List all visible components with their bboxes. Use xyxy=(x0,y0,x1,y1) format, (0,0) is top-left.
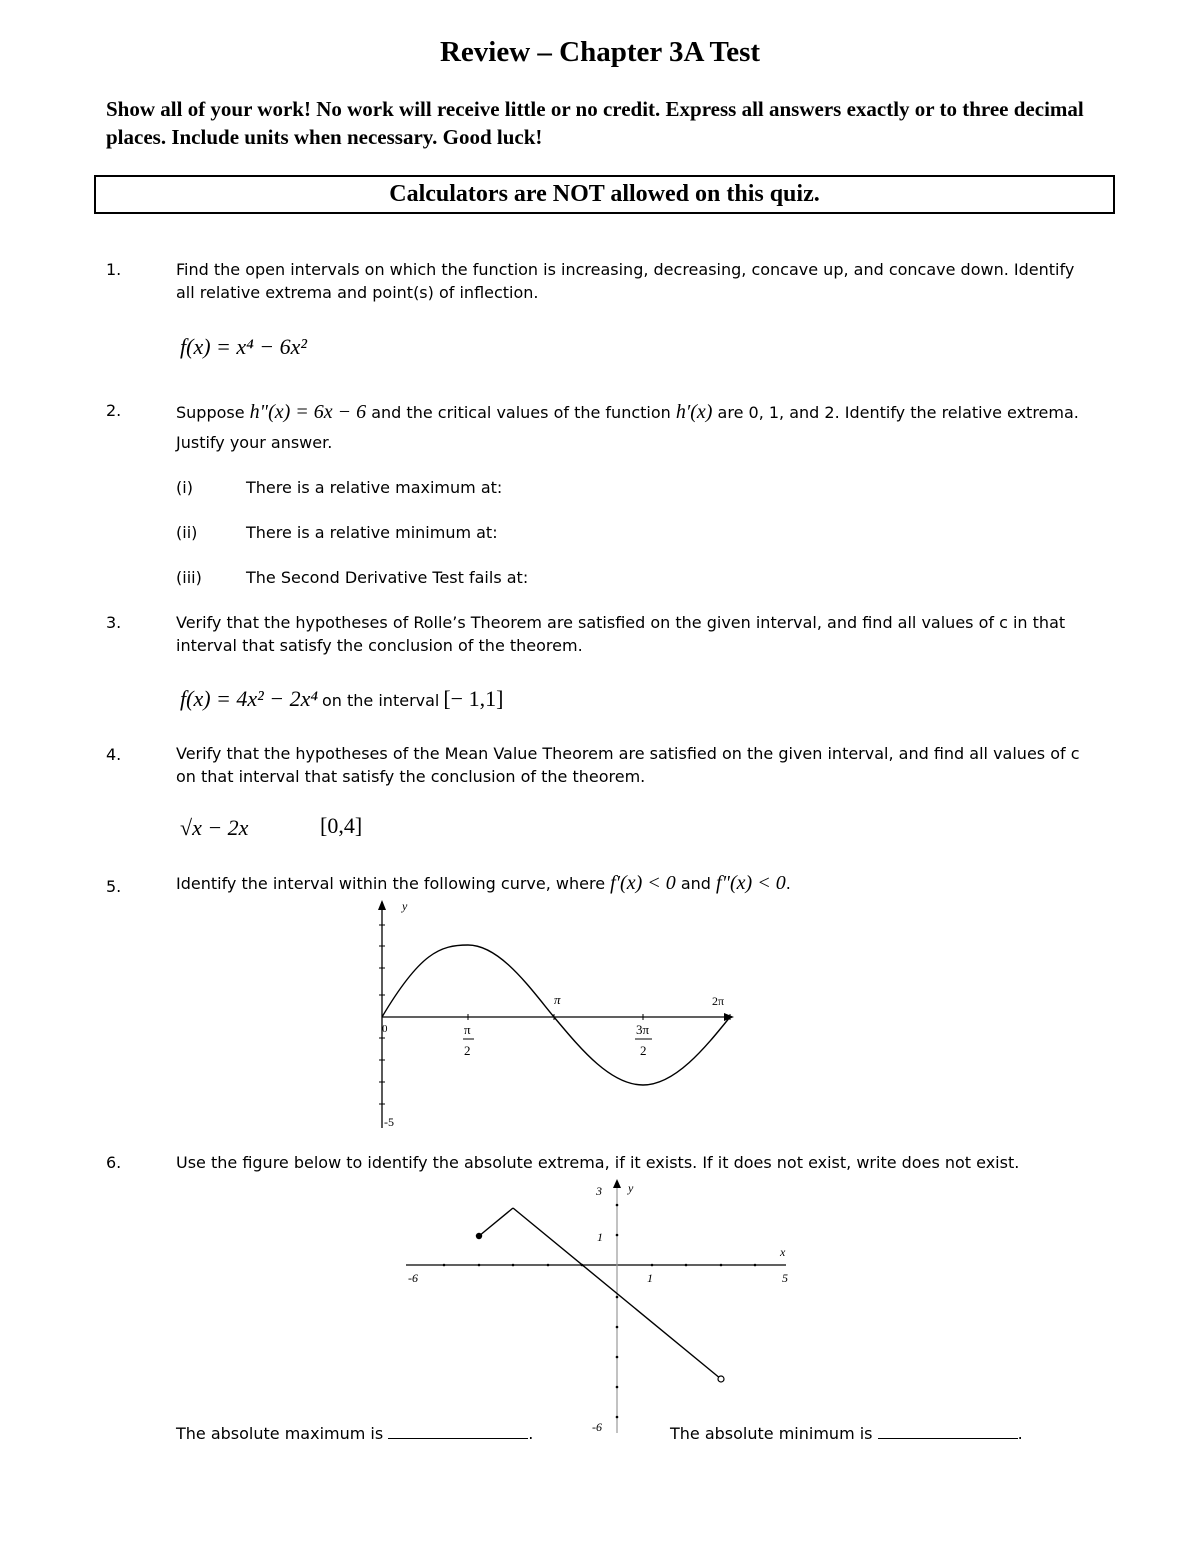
q6-min-blank[interactable] xyxy=(878,1424,1018,1439)
q3-function: f(x) = 4x² − 2x⁴ xyxy=(180,686,318,711)
q5-sine-graph xyxy=(360,898,750,1133)
q1-text: Find the open intervals on which the function is increasing, decreasing, concave up, and concave down. Identify all relative extrema and point(s) of inflection. xyxy=(176,260,1075,302)
q6-min-answer xyxy=(670,1422,1023,1445)
q2-part-i-text: There is a relative maximum at: xyxy=(246,478,503,497)
q2-part-ii-label: (ii) xyxy=(176,523,198,542)
q6-piecewise-graph xyxy=(396,1175,806,1437)
q6-closed-endpoint xyxy=(476,1233,482,1239)
q4-function: √x − 2x xyxy=(180,815,249,840)
instructions: Show all of your work! No work will receive little or no credit. Express all answers exactly or to three decimal places. Include units when necessary. Good luck! xyxy=(106,97,1084,149)
q5-text xyxy=(176,872,1096,895)
q3-number: 3. xyxy=(106,613,122,632)
q5-pi-half-num: π xyxy=(464,1022,471,1037)
q2-number: 2. xyxy=(106,401,122,420)
q6-x-left-label: -6 xyxy=(408,1271,418,1285)
q2-part-ii-text: There is a relative minimum at: xyxy=(246,523,498,542)
q1-number: 1. xyxy=(106,260,122,279)
q3-text: Verify that the hypotheses of Rolle’s Theorem are satisfied on the given interval, and find all values of c in that interval that satisfy the conclusion of the theorem. xyxy=(176,613,1066,655)
q2-expr-b: h′(x) xyxy=(675,401,713,423)
q6-y-arrow xyxy=(613,1179,621,1188)
q5-text-b: and xyxy=(680,874,711,893)
q6-x-label: x xyxy=(780,1245,786,1259)
q5-text-c: . xyxy=(785,874,791,893)
q5-three-pi-half-num: 3π xyxy=(636,1022,650,1037)
q6-number: 6. xyxy=(106,1153,122,1172)
q6-segment-left xyxy=(479,1208,513,1236)
q4-text: Verify that the hypotheses of the Mean Value Theorem are satisfied on the given interval, and find all values of c on that interval that satisfy the conclusion of the theorem. xyxy=(176,744,1080,786)
q6-min-period: . xyxy=(1017,1424,1023,1443)
q3-interval-label: on the interval xyxy=(322,691,440,710)
q6-x-one-label: 1 xyxy=(647,1271,653,1285)
q2-text-c: are 0, 1, and 2. Identify the relative extrema. Justify your answer. xyxy=(176,403,1079,452)
q5-x-arrow xyxy=(724,1013,734,1021)
q6-open-endpoint xyxy=(718,1376,724,1382)
q6-y-top-label: 3 xyxy=(596,1184,602,1198)
q2-expr-a: h"(x) = 6x − 6 xyxy=(249,401,367,423)
q2-text xyxy=(176,397,1096,458)
q5-origin-label: 0 xyxy=(382,1023,388,1035)
q6-min-label: The absolute minimum is xyxy=(670,1424,873,1443)
q5-three-pi-half-den: 2 xyxy=(640,1043,647,1058)
q6-x-right-label: 5 xyxy=(782,1271,788,1285)
q5-two-pi-label: 2π xyxy=(712,994,725,1008)
q3-interval: [− 1,1] xyxy=(443,686,504,711)
q2-part-i-label: (i) xyxy=(176,478,193,497)
q5-text-a: Identify the interval within the following curve, where xyxy=(176,874,606,893)
q4-interval: [0,4] xyxy=(320,813,363,838)
q6-text: Use the figure below to identify the absolute extrema, if it exists. If it does not exist, write does not exist. xyxy=(176,1153,1020,1172)
q6-max-period: . xyxy=(528,1424,534,1443)
page-title: Review – Chapter 3A Test xyxy=(439,36,761,68)
q2-text-b: and the critical values of the function xyxy=(371,403,671,422)
q5-pi-half-den: 2 xyxy=(464,1043,471,1058)
q4-number: 4. xyxy=(106,745,122,764)
q1-function: f(x) = x⁴ − 6x² xyxy=(180,334,307,359)
q6-y-bottom-label: -6 xyxy=(592,1420,602,1434)
q5-y-min-label: -5 xyxy=(384,1115,394,1129)
q6-max-blank[interactable] xyxy=(388,1424,528,1439)
calculator-notice: Calculators are NOT allowed on this quiz. xyxy=(94,175,1115,214)
q2-part-iii-text: The Second Derivative Test fails at: xyxy=(246,568,529,587)
q5-pi-label: π xyxy=(554,992,561,1007)
q5-y-label: y xyxy=(402,899,408,913)
q2-text-a: Suppose xyxy=(176,403,245,422)
q5-number: 5. xyxy=(106,877,122,896)
q6-y-one-label: 1 xyxy=(597,1230,603,1244)
q5-y-arrow xyxy=(378,900,386,910)
q5-expr-a: f′(x) < 0 xyxy=(610,872,676,894)
q5-expr-b: f"(x) < 0 xyxy=(716,872,786,894)
q6-max-answer xyxy=(176,1422,556,1445)
q3-math xyxy=(180,686,503,712)
q2-part-iii-label: (iii) xyxy=(176,568,202,587)
q6-y-label: y xyxy=(628,1181,634,1195)
q6-max-label: The absolute maximum is xyxy=(176,1424,384,1443)
q5-sine-curve xyxy=(382,945,730,1085)
